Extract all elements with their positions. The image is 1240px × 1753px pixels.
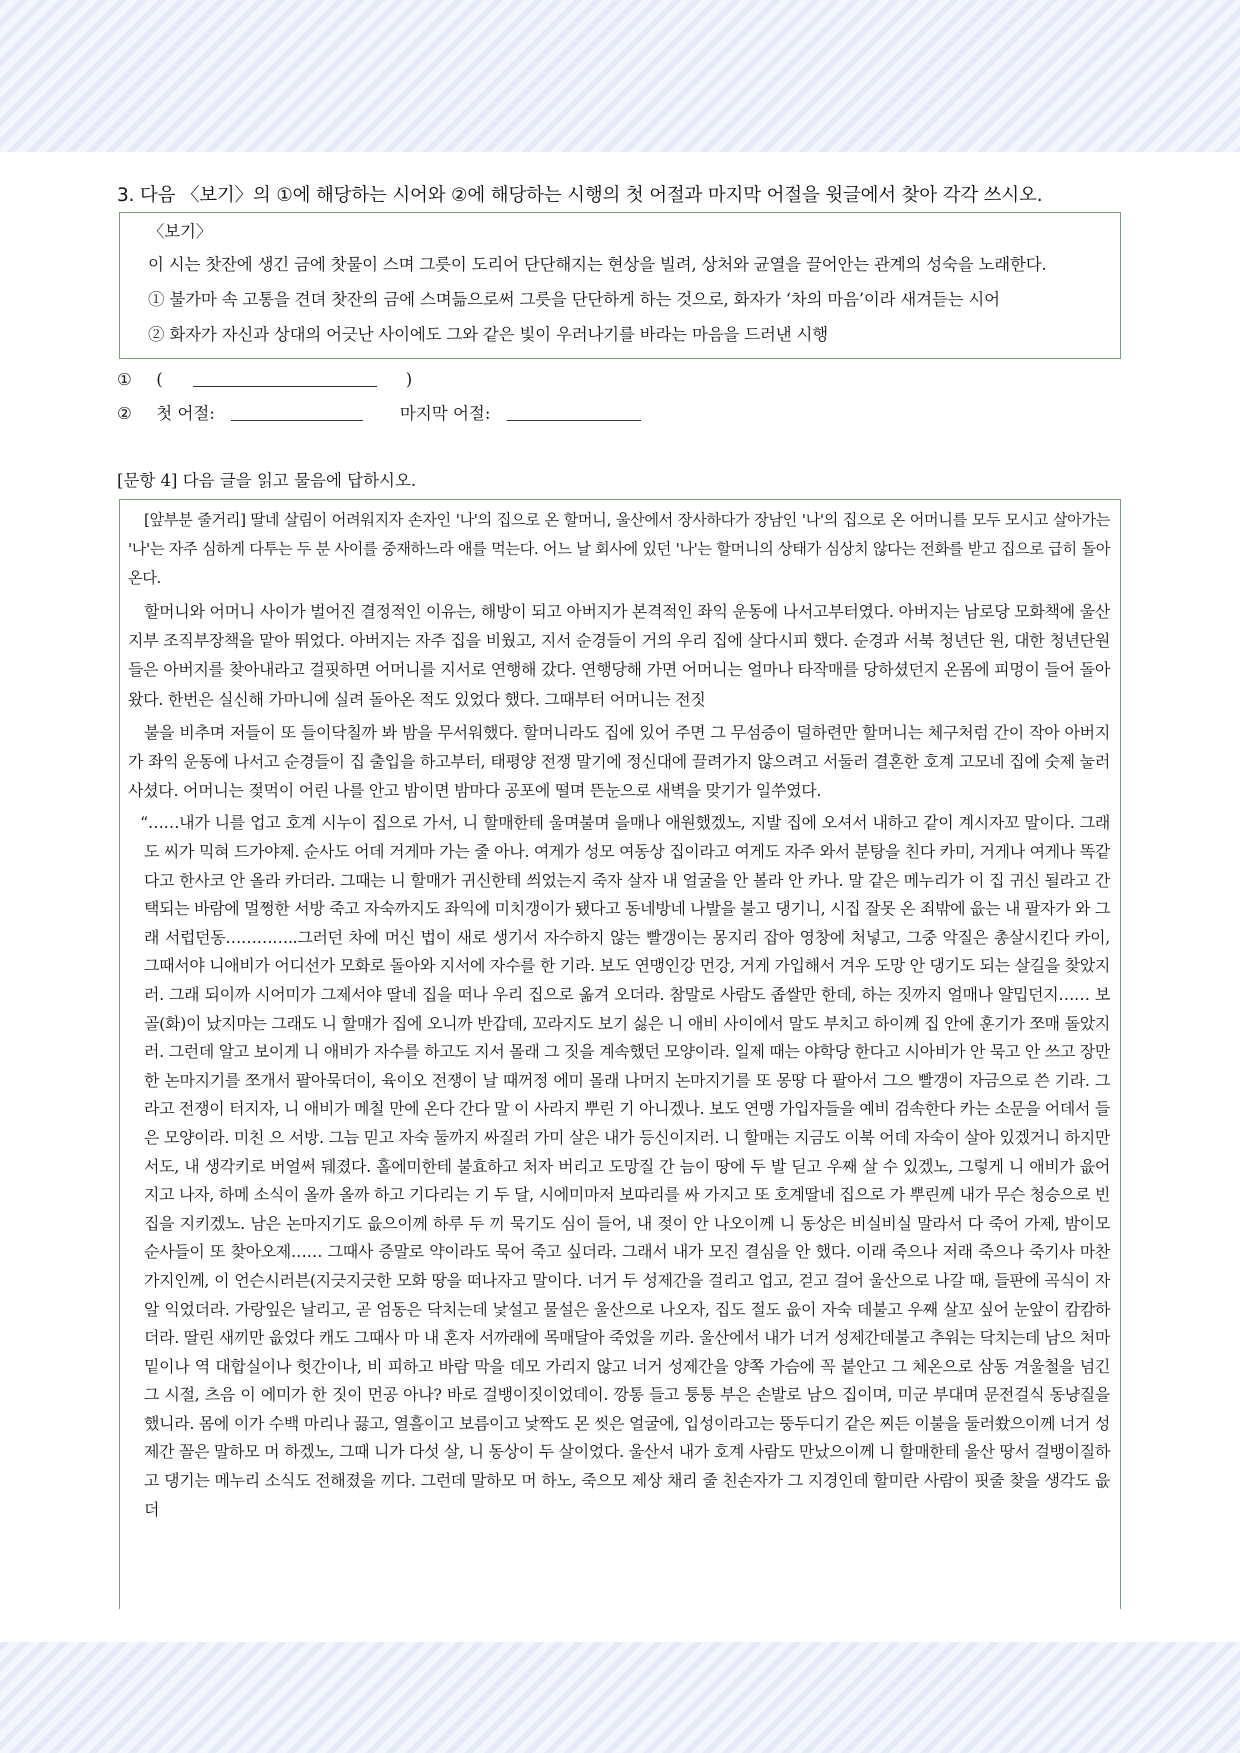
answer-row-2 <box>117 397 1123 431</box>
bogi-line-intro: 이 시는 찻잔에 생긴 금에 찻물이 스며 그릇이 도리어 단단해지는 현상을 빌려, 상처와 균열을 끌어안는 관계의 성숙을 노래한다. <box>148 255 1047 274</box>
last-word-label: 마지막 어절: <box>399 404 491 423</box>
bogi-header: 〈보기〉 <box>148 222 213 241</box>
question-4-title: [문항 4] 다음 글을 읽고 물음에 답하시오. <box>117 471 417 490</box>
first-word-blank[interactable] <box>231 400 363 421</box>
plot-summary: [앞부분 줄거리] 딸네 살림이 어려워지자 손자인 '나'의 집으로 온 할머니, 울산에서 장사하다가 장남인 '나'의 집으로 온 어머니를 모두 모시고 살아가는 '나'는 자주 심하게 다투는 두 분 사이를 중재하느라 애를 먹는다. 어느 날 회사에 있던 '나'는 할머니의 상태가 심상치 않다는 전화를 받고 집으로 급히 돌아온다. <box>128 511 1110 587</box>
passage-paragraph-1: 할머니와 어머니 사이가 벌어진 결정적인 이유는, 해방이 되고 아버지가 본격적인 좌익 운동에 나서고부터였다. 아버지는 남로당 모화책에 울산지부 조직부장책을 맡아 뛰었다. 아버지는 자주 집을 비웠고, 지서 순경들이 거의 우리 집에 살다시피 했다. 순경과 서북 청년단 원, 대한 청년단원들은 아버지를 찾아내라고 걸핏하면 어머니를 지서로 연행해 갔다. 연행당해 가면 어머니는 얼마나 타작매를 당하셨던지 온몸에 피멍이 들어 돌아왔다. 한번은 실신해 가마니에 실려 돌아온 적도 있었다 했다. 그때부터 어머니는 전짓 <box>128 602 1110 709</box>
answer-area <box>117 363 1123 431</box>
answer-1-close-paren: ) <box>405 370 413 389</box>
answer-row-1 <box>117 363 1123 397</box>
page <box>0 152 1240 1642</box>
question-3-title: 3. 다음 〈보기〉의 ①에 해당하는 시어와 ②에 해당하는 시행의 첫 어절과 마지막 어절을 윗글에서 찾아 각각 쓰시오. <box>117 185 1043 206</box>
answer-1-open-paren: ( <box>156 370 163 389</box>
answer-1-blank[interactable] <box>193 366 377 387</box>
content <box>117 182 1123 1609</box>
mother-monologue: “……내가 니를 업고 호계 시누이 집으로 가서, 니 할매한테 울며불며 을매나 애원했겠노, 지발 집에 오셔서 내하고 같이 계시자꼬 말이다. 그래도 씨가 믹혀 드가야제. 순사도 어데 거게마 가는 줄 아나. 여게가 성모 여동상 집이라고 여게도 자주 와서 분탕을 친다 카미, 거게나 여게나 똑같다고 한사코 안 올라 카더라. 그때는 니 할매가 귀신한테 씌었는지 죽자 살자 내 얼굴을 안 볼라 안 카나. 말 같은 메누리가 이 집 귀신 될라고 간택되는 바람에 멀쩡한 서방 죽고 자숙까지도 좌익에 미치갱이가 됐다고 동네방네 나발을 불고 댕기니, 시집 잘못 온 죄밖에 읎는 내 팔자가 와 그래 서럽던동…………..그러던 차에 머신 법이 새로 생기서 자수하지 않는 빨갱이는 몽지리 잡아 영창에 처넣고, 그중 악질은 총살시킨다 카이, 그때서야 니애비가 어디선가 모화로 돌아와 지서에 자수를 한 기라. 보도 연맹인강 먼강, 거게 가입해서 겨우 도망 안 댕기도 되는 살길을 찾았지러. 그래 되이까 시어미가 그제서야 딸네 집을 떠나 우리 집으로 옮겨 오더라. 참말로 사람도 좁쌀만 한데, 하는 짓까지 얼매나 얄밉던지…… 보골(화)이 났지마는 그래도 니 할매가 집에 오니까 반갑데, 꼬라지도 보기 싫은 니 애비 사이에서 말도 부치고 하이께 집 안에 훈기가 쪼매 돌았지러. 그런데 알고 보이게 니 애비가 자수를 하고도 지서 몰래 그 짓을 계속했던 모양이라. 일제 때는 야학당 한다고 시아비가 안 묵고 안 쓰고 장만한 논마지기를 쪼개서 팔아묵더이, 육이오 전쟁이 날 때꺼정 에미 몰래 나머지 논마지기를 또 몽땅 다 팔아서 그으 빨갱이 자금으로 쓴 기라. 그라고 전쟁이 터지자, 니 애비가 메칠 만에 온다 간다 말 이 사라지 뿌린 기 아니겠나. 보도 연맹 가입자들을 예비 검속한다 카는 소문을 어데서 들은 모양이라. 미친 으 서방. 그늠 믿고 자숙 둘까지 싸질러 가미 살은 내가 등신이지러. 니 할매는 지금도 이북 어데 자숙이 살아 있겠거니 하지만서도, 내 생각키로 버얼써 뒈졌다. 홀에미한테 불효하고 처자 버리고 도망질 간 늠이 땅에 두 발 딛고 우째 살 수 있겠노, 그렇게 니 애비가 읎어지고 나자, 하메 소식이 올까 올까 하고 기다리는 기 두 달, 시에미마저 보따리를 싸 가지고 또 호계딸네 집으로 가 뿌린께 내가 무슨 청승으로 빈집을 지키겠노. 남은 논마지기도 읎으이께 하루 두 끼 묵기도 심이 들어, 내 젖이 안 나오이께 니 동상은 비실비실 말라서 다 죽어 가제, 밤이모 순사들이 또 찾아오제…… 그때사 증말로 약이라도 묵어 죽고 싶더라. 그래서 내가 모진 결심을 안 했다. 이래 죽으나 저래 죽으나 죽기사 마찬가지인께, 이 언슨시러븐(지긋지긋한 모화 땅을 떠나자고 말이다. 너거 두 성제간을 걸리고 업고, 걷고 걸어 울산으로 나갈 때, 들판에 곡식이 자알 익었더라. 가랑잎은 날리고, 곧 엄동은 닥치는데 낯설고 물설은 울산으로 나오자, 집도 절도 읎이 자숙 데불고 우째 살꼬 싶어 눈앞이 캄캄하더라. 딸린 새끼만 읎었다 캐도 그때사 마 내 혼자 서까래에 목매달아 죽었을 끼라. 울산에서 내가 너거 성제간데불고 추워는 닥치는데 남으 처마 밑이나 역 대합실이나 헛간이나, 비 피하고 바람 막을 데모 가리지 않고 너거 성제간을 양쪽 가슴에 꼭 붙안고 그 체온으로 삼동 겨울철을 넘긴 그 시절, 츠음 이 에미가 한 짓이 먼공 아나? 바로 걸뱅이짓이었데이. 깡통 들고 퉁퉁 부은 손발로 남으 집이며, 미군 부대며 문전걸식 동냥질을 했니라. 몸에 이가 수백 마리나 끓고, 열흘이고 보름이고 낯짝도 몬 씻은 얼굴에, 입성이라고는 뚱두디기 같은 찌든 이불을 둘러쐈으이께 너거 성제간 꼴은 말하모 머 하겠노, 그때 니가 다섯 살, 니 동상이 두 살이었다. 울산서 내가 호계 사람도 만났으이께 니 할매한테 울산 땅서 걸뱅이질하고 댕기는 메누리 소식도 전해졌을 끼다. 그런데 말하모 머 하노, 죽으모 제상 채리 줄 친손자가 그 지경인데 할미란 사람이 핏줄 찾을 생각도 읎더 <box>140 813 1110 1519</box>
passage-box <box>119 499 1121 1609</box>
bogi-box <box>119 212 1121 359</box>
bogi-line-item-1: ① 불가마 속 고통을 견뎌 찻잔의 금에 스며듦으로써 그릇을 단단하게 하는 것으로, 화자가 ‘차의 마음’이라 새겨듣는 시어 <box>148 290 1000 309</box>
bogi-line-item-2: ② 화자가 자신과 상대의 어긋난 사이에도 그와 같은 빛이 우러나기를 바라는 마음을 드러낸 시행 <box>148 325 828 344</box>
last-word-blank[interactable] <box>507 400 641 421</box>
answer-1-marker: ① <box>117 370 132 389</box>
first-word-label: 첫 어절: <box>156 404 215 423</box>
passage-paragraph-2: 불을 비추며 저들이 또 들이닥칠까 봐 밤을 무서워했다. 할머니라도 집에 있어 주면 그 무섬증이 덜하련만 할머니는 체구처럼 간이 작아 아버지가 좌익 운동에 나서고 순경들이 집 출입을 하고부터, 태평양 전쟁 말기에 정신대에 끌려가지 않으려고 서둘러 결혼한 호계 고모네 집에 숫제 눌러사셨다. 어머니는 젖먹이 어린 나를 안고 밤이면 밤마다 공포에 떨며 뜬눈으로 새벽을 맞기가 일쑤였다. <box>128 722 1110 801</box>
answer-2-marker: ② <box>117 404 132 423</box>
